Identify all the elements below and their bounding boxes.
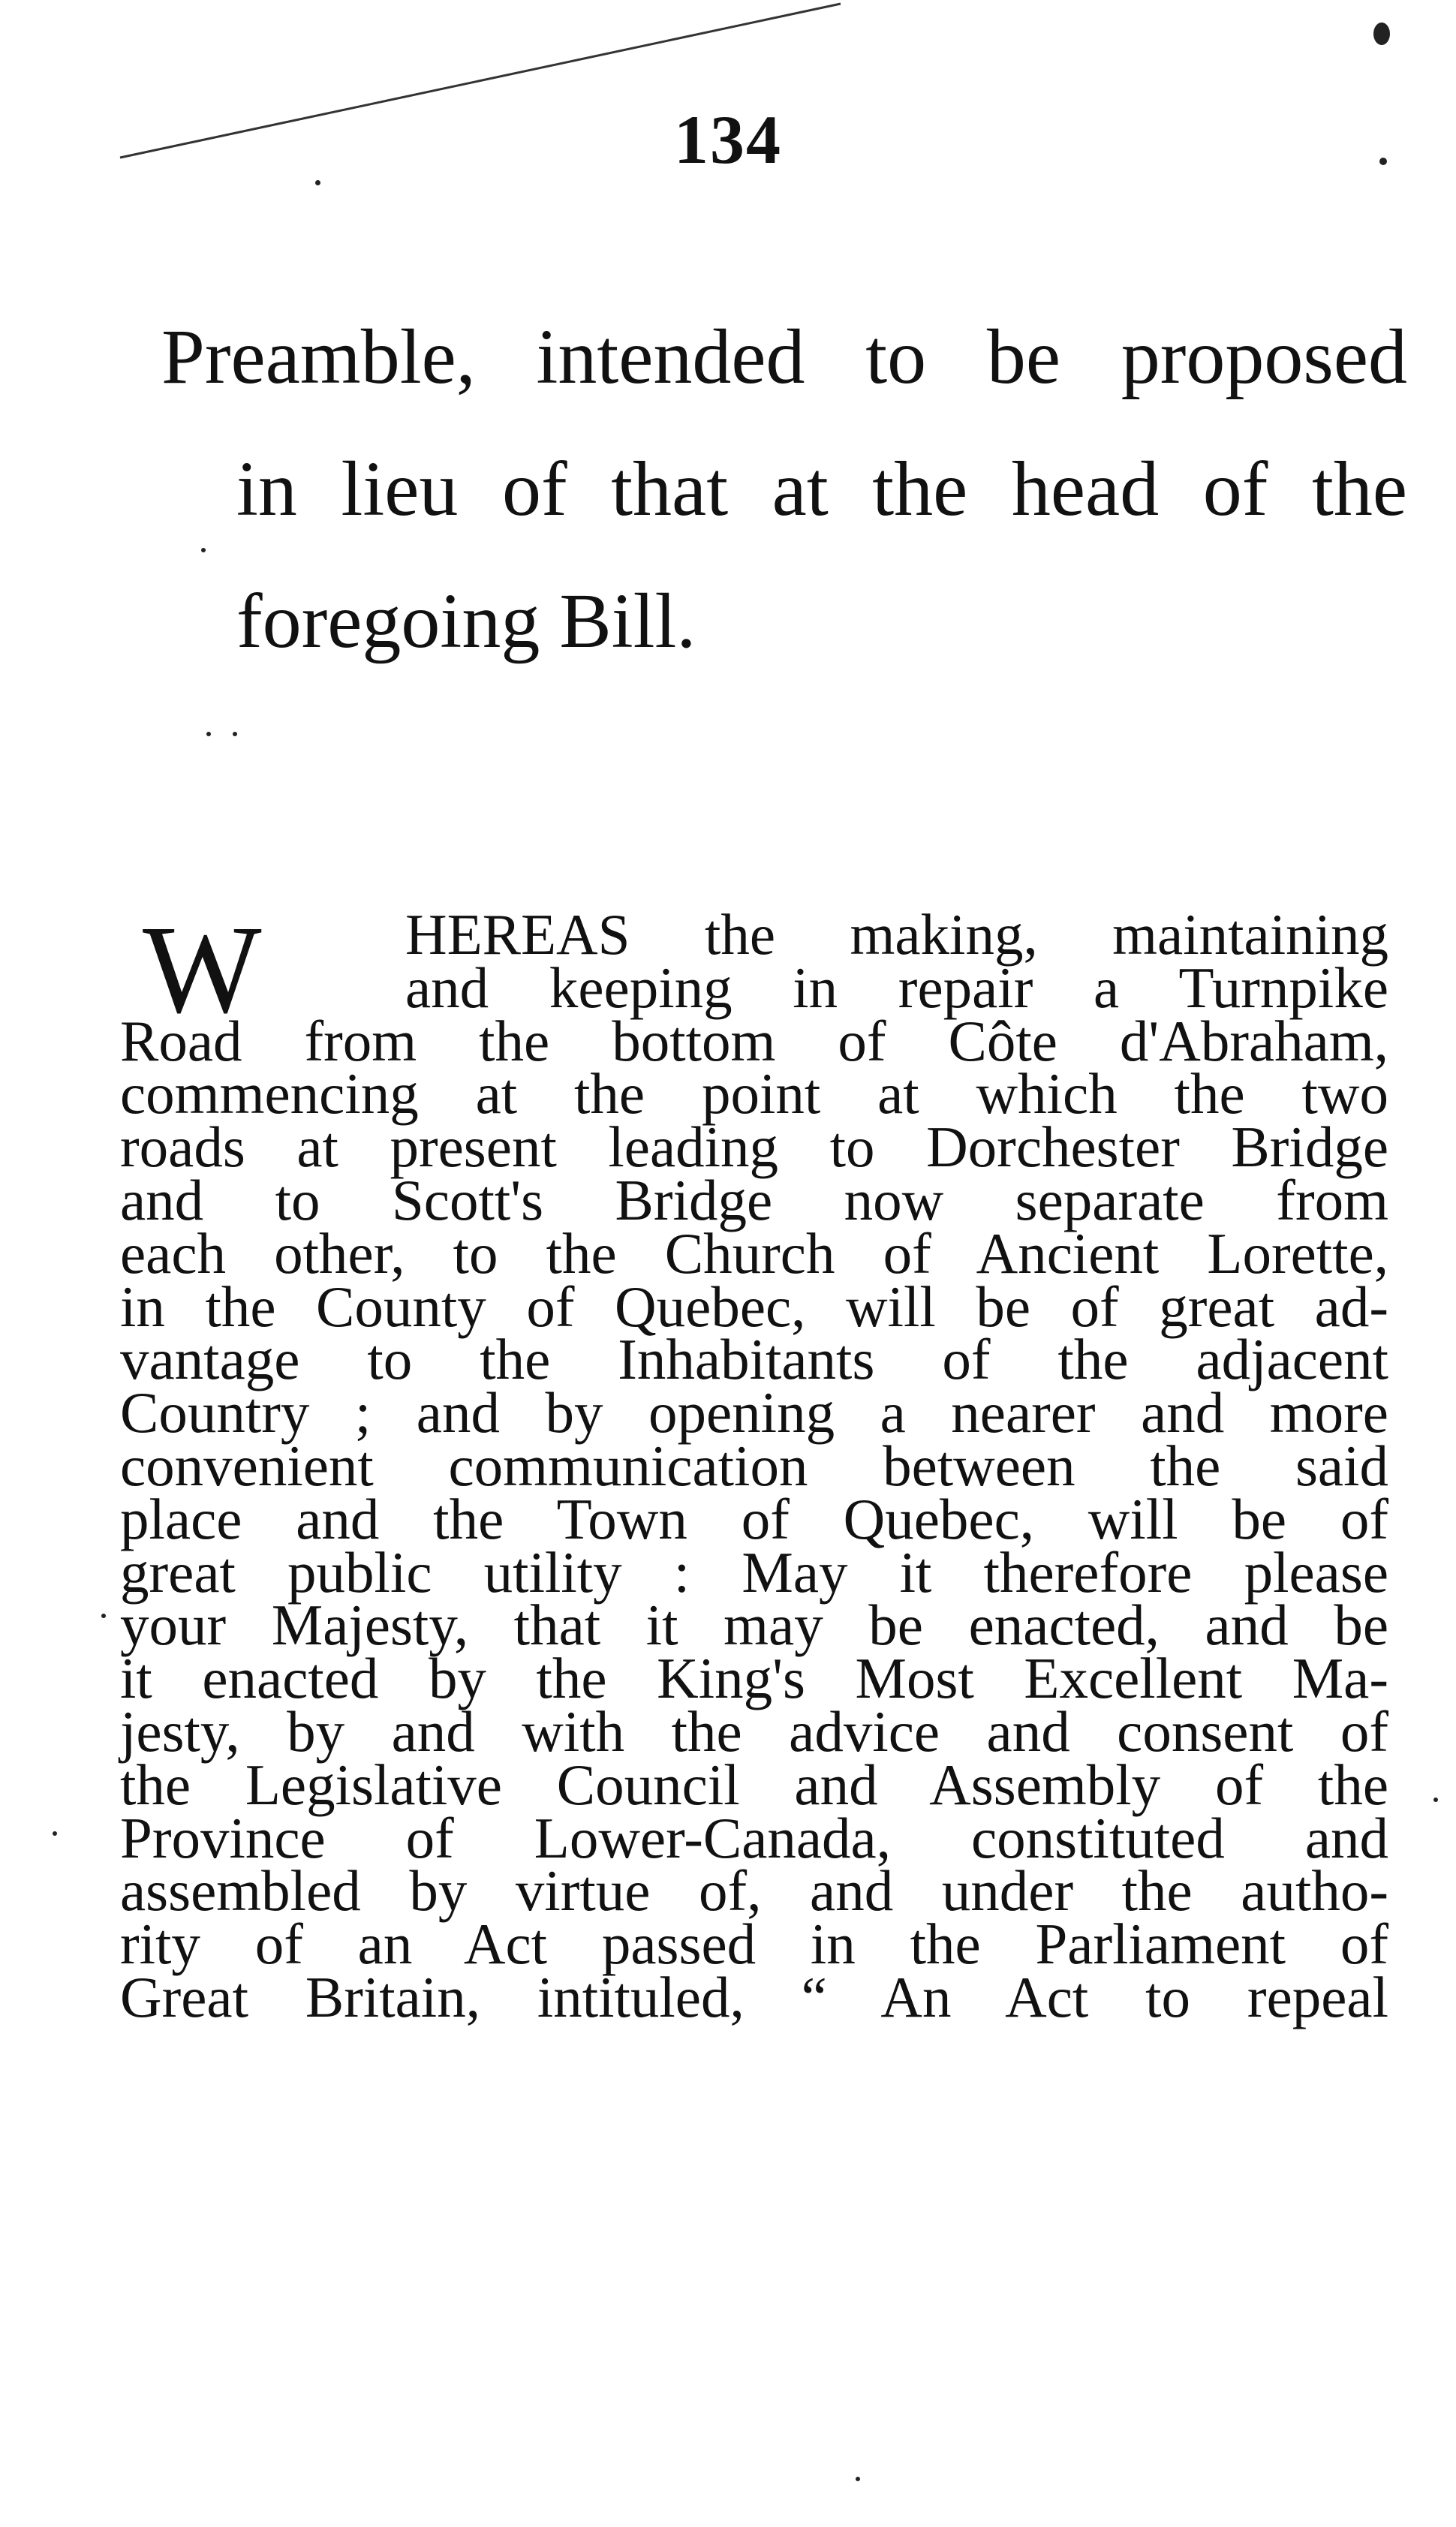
scan-speck	[1379, 158, 1387, 165]
heading-line-2: in lieu of that at the head of the	[236, 446, 1407, 532]
heading-line-3: foregoing Bill.	[236, 578, 696, 664]
body-line: each other, to the Church of Ancient Lorette,	[120, 1220, 1388, 1286]
body-line: your Majesty, that it may be enacted, and be	[120, 1593, 1388, 1658]
body-line: Great Britain, intituled, “ An Act to repeal	[120, 1964, 1388, 2029]
body-line: roads at present leading to Dorchester Bridge	[120, 1115, 1388, 1180]
section-heading	[161, 291, 1407, 687]
body-line: Country ; and by opening a nearer and more	[120, 1380, 1388, 1446]
scan-speck	[201, 548, 206, 552]
scan-speck	[53, 1831, 57, 1836]
body-line: vantage to the Inhabitants of the adjacent	[120, 1327, 1388, 1392]
body-line: commencing at the point at which the two	[120, 1061, 1388, 1127]
body-line: rity of an Act passed in the Parliament of	[120, 1912, 1388, 1977]
body-line: Road from the bottom of Côte d'Abraham,	[120, 1008, 1388, 1073]
page-number: 134	[674, 101, 782, 178]
scan-speck	[1373, 23, 1390, 45]
body-line: great public utility : May it therefore please	[120, 1539, 1388, 1605]
scan-speck	[315, 180, 320, 185]
body-line: place and the Town of Quebec, will be of	[120, 1486, 1388, 1551]
body-line: Province of Lower-Canada, constituted and	[120, 1805, 1388, 1870]
body-line: HEREAS the making, maintaining	[405, 902, 1388, 967]
body-line: in the County of Quebec, will be of great ad-	[120, 1274, 1388, 1339]
body-line: and keeping in repair a Turnpike	[405, 955, 1388, 1020]
body-line: and to Scott's Bridge now separate from	[120, 1167, 1388, 1232]
body-line: assembled by virtue of, and under the autho-	[120, 1858, 1388, 1924]
body-line: jesty, by and with the advice and consent of	[120, 1698, 1388, 1764]
body-line: it enacted by the King's Most Excellent Ma-	[120, 1646, 1388, 1711]
body-line: convenient communication between the said	[120, 1433, 1388, 1498]
drop-cap: W	[143, 900, 262, 1039]
scan-speck	[101, 1614, 106, 1618]
scan-speck	[206, 732, 211, 736]
body-text	[120, 900, 1388, 2029]
scan-speck	[1433, 1797, 1438, 1802]
heading-line-1: Preamble, intended to be proposed	[161, 314, 1407, 400]
body-line: the Legislative Council and Assembly of the	[120, 1752, 1388, 1817]
scan-speck	[856, 2477, 860, 2481]
scan-speck	[233, 732, 237, 736]
